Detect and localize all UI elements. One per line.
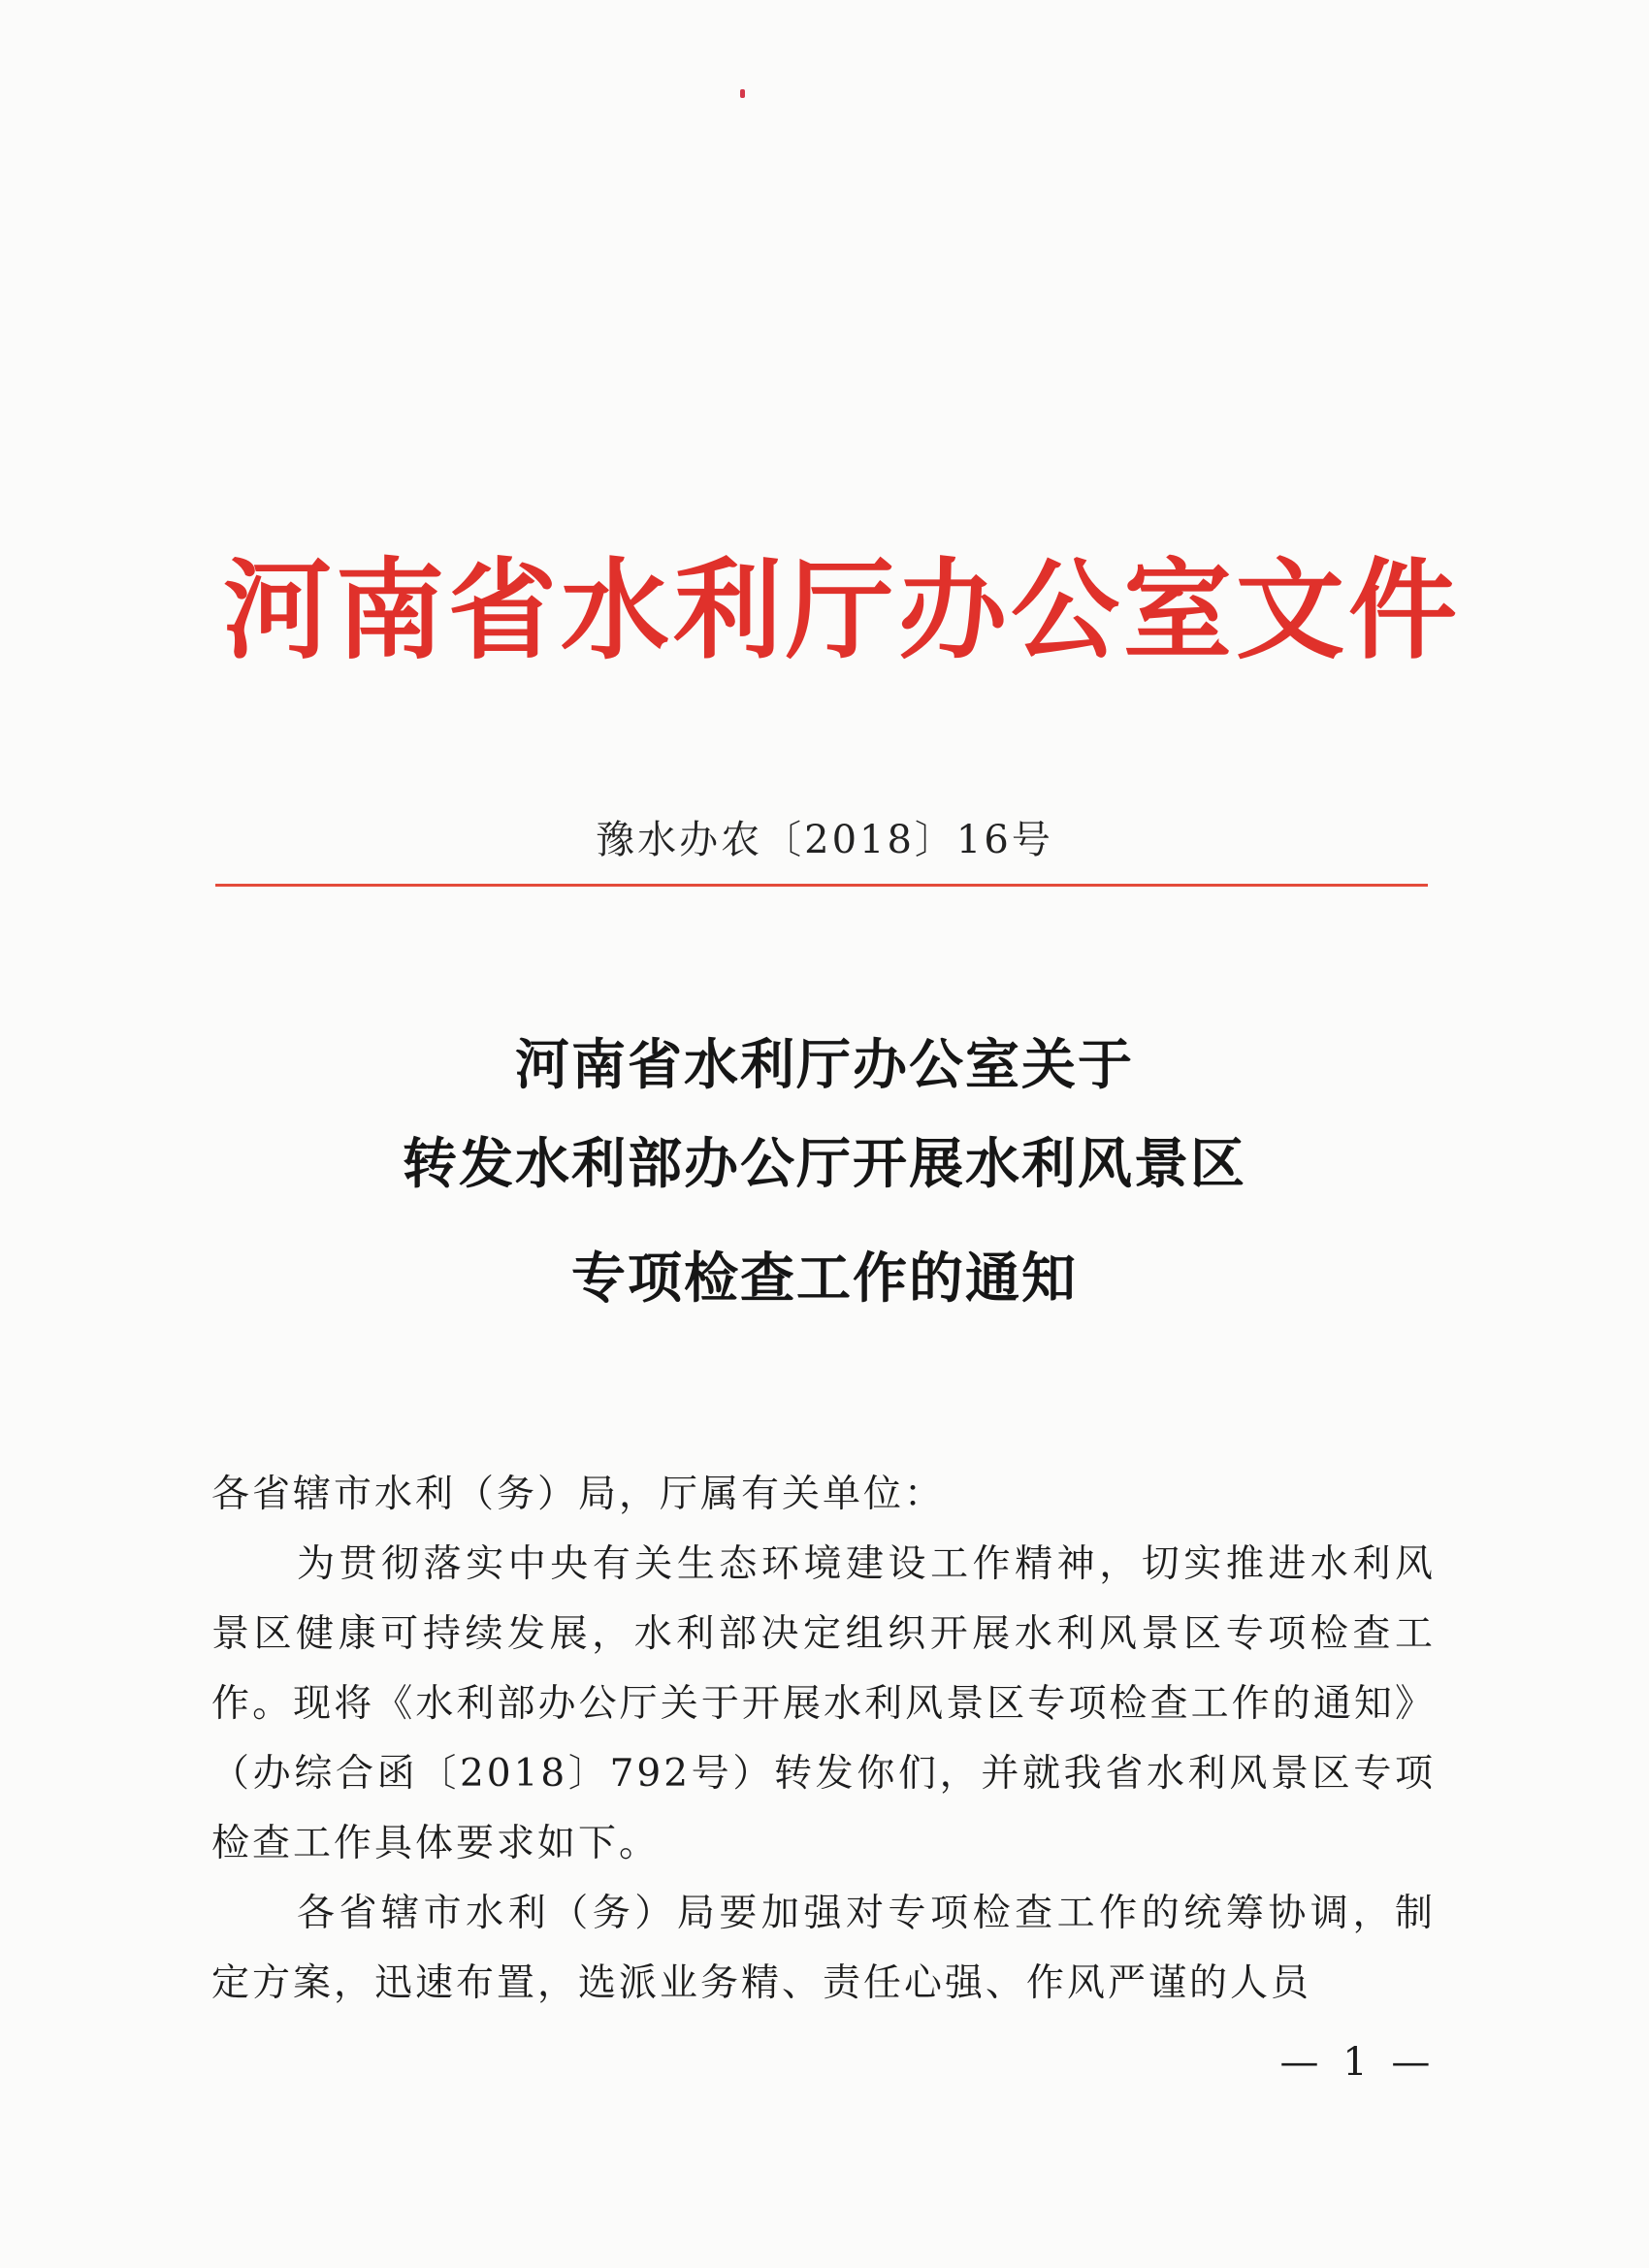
page-number: — 1 — [1279, 2040, 1437, 2085]
body-paragraph-1: 为贯彻落实中央有关生态环境建设工作精神，切实推进水利风景区健康可持续发展，水利部决定组织开展水利风景区专项检查工作。现将《水利部办公厅关于开展水利风景区专项检查工作的通知》（办综合函〔2018〕792号）转发你们，并就我省水利风景区专项检查工作具体要求如下。 [211, 1542, 1436, 1865]
document-title-line-3: 专项检查工作的通知 [571, 1247, 1078, 1311]
document-number: 豫水办农〔2018〕16号 [596, 818, 1053, 862]
body-paragraph-2: 各省辖市水利（务）局要加强对专项检查工作的统筹协调，制定方案，迅速布置，选派业务精、责任心强、作风严谨的人员 [211, 1892, 1436, 2005]
ink-mark [740, 89, 745, 98]
letterhead-title: 河南省水利厅办公室文件 [223, 547, 1461, 674]
document-title-line-2: 转发水利部办公厅开展水利风景区 [403, 1132, 1246, 1196]
red-divider-line [215, 884, 1428, 887]
salutation: 各省辖市水利（务）局，厅属有关单位： [211, 1473, 946, 1516]
document-title-line-1: 河南省水利厅办公室关于 [515, 1033, 1134, 1097]
